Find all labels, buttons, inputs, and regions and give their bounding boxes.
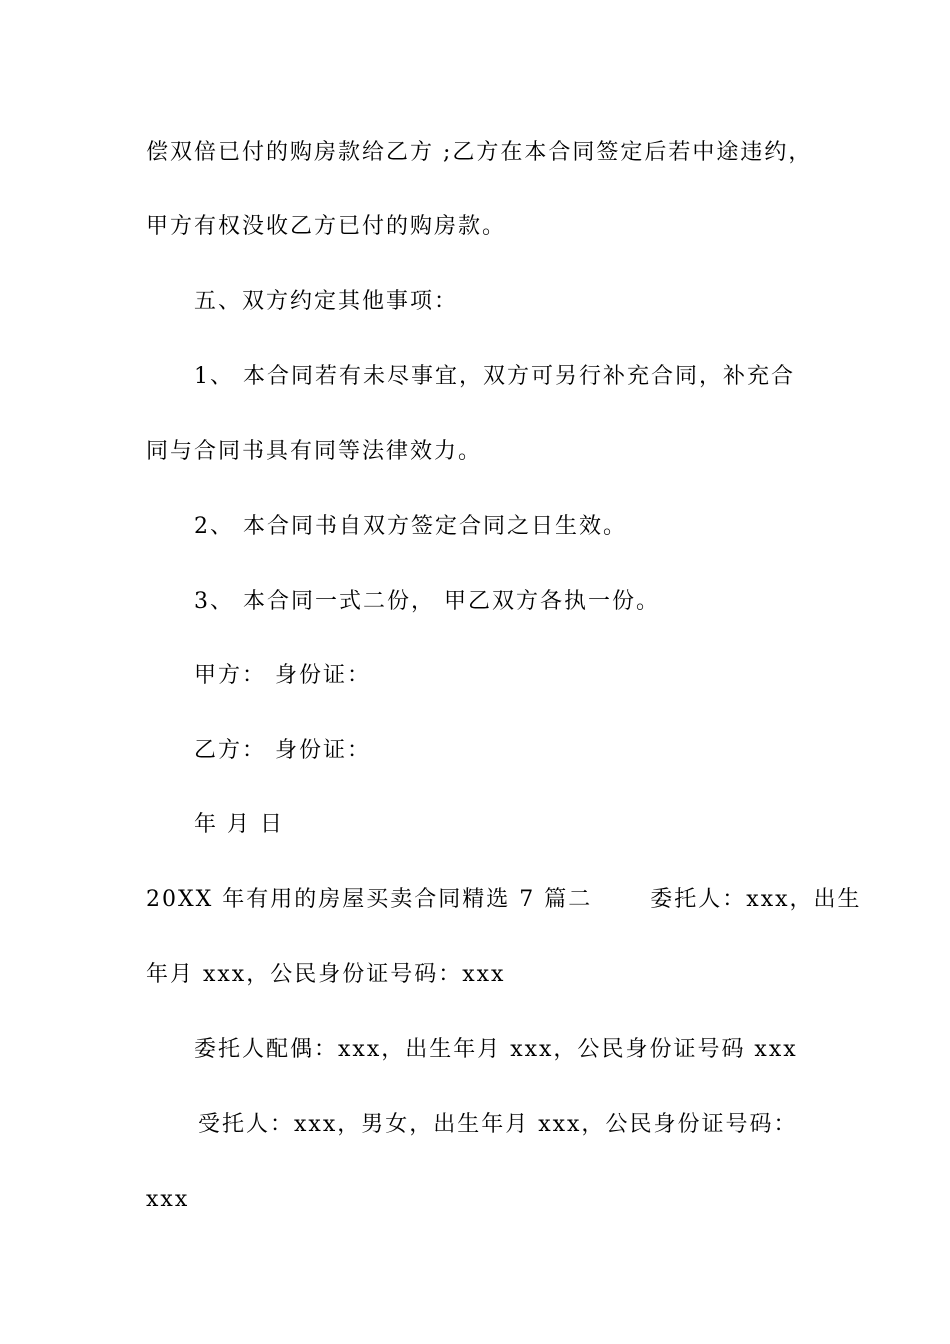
paragraph-line: xxx — [146, 1187, 190, 1212]
signature-line-party-a: 甲方： 身份证： — [194, 663, 371, 688]
paragraph-line: 同与合同书具有同等法律效力。 — [146, 439, 483, 464]
document-title: 20XX 年有用的房屋买卖合同精选 7 篇二 — [146, 887, 593, 912]
list-item: 3、 本合同一式二份， 甲乙双方各执一份。 — [194, 589, 660, 614]
list-item: 1、 本合同若有未尽事宜，双方可另行补充合同，补充合 — [194, 364, 795, 389]
paragraph-line: 委托人配偶：xxx，出生年月 xxx，公民身份证号码 xxx — [194, 1037, 798, 1062]
paragraph-text: 委托人：xxx，出生 — [650, 887, 862, 912]
paragraph-line: 受托人：xxx，男女，出生年月 xxx，公民身份证号码： — [198, 1112, 798, 1137]
section-heading: 五、双方约定其他事项： — [194, 289, 459, 314]
signature-line-party-b: 乙方： 身份证： — [194, 738, 371, 763]
section-title-line — [146, 885, 862, 915]
paragraph-line: 年月 xxx，公民身份证号码：xxx — [146, 962, 506, 987]
paragraph-line: 偿双倍已付的购房款给乙方 ;乙方在本合同签定后若中途违约， — [146, 140, 813, 165]
list-item: 2、 本合同书自双方签定合同之日生效。 — [194, 514, 627, 539]
date-line: 年 月 日 — [194, 812, 284, 837]
paragraph-line: 甲方有权没收乙方已付的购房款。 — [146, 214, 507, 239]
